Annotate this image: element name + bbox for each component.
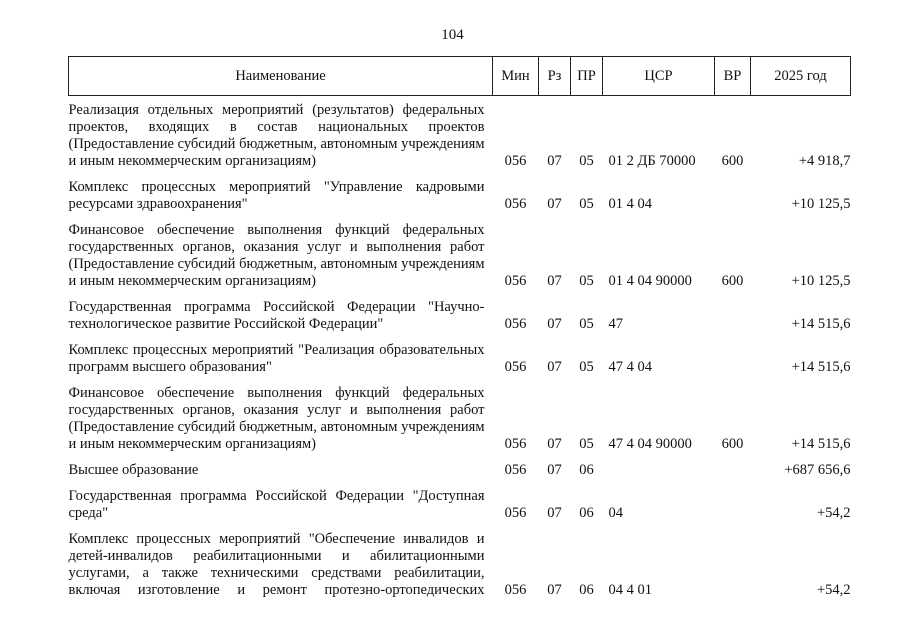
header-min: Мин (493, 57, 539, 96)
row-vr: 600 (721, 436, 744, 452)
table-row (69, 379, 851, 456)
row-min: 056 (504, 436, 527, 452)
header-rz: Рз (539, 57, 571, 96)
page-number: 104 (441, 27, 464, 43)
row-vr (715, 525, 751, 602)
table-row (69, 216, 851, 293)
row-vr (715, 293, 751, 336)
row-csr: 01 2 ДБ 70000 (608, 153, 696, 169)
row-amount: +4 918,7 (798, 153, 851, 169)
row-pr: 05 (579, 153, 594, 169)
row-vr (715, 173, 751, 216)
row-amount: +54,2 (816, 582, 851, 598)
row-csr: 47 4 04 90000 (608, 436, 692, 452)
row-min: 056 (504, 273, 527, 289)
row-name: Комплекс процессных мероприятий "Обеспечение инвалидов и детей-инвалидов реабилитационными и абилитационными услугами, а также техническими средствами реабилитации, включая изготовление и ремонт протезно-ортопедических (68, 531, 485, 598)
row-rz: 07 (547, 316, 562, 332)
row-name: Финансовое обеспечение выполнения функций федеральных государственных органов, оказания услуг и выполнения работ (Предоставление субсидий бюджетным, автономным учреждениям и иным некоммерческим организациям) (68, 385, 485, 452)
row-pr: 06 (579, 462, 594, 478)
row-amount: +687 656,6 (784, 462, 851, 478)
row-min: 056 (504, 462, 527, 478)
table-row (69, 293, 851, 336)
row-min: 056 (504, 196, 527, 212)
header-amount: 2025 год (751, 57, 851, 96)
row-csr (603, 456, 715, 482)
row-amount: +10 125,5 (791, 196, 851, 212)
row-vr (715, 456, 751, 482)
table-row (69, 525, 851, 602)
row-pr: 06 (579, 505, 594, 521)
row-name: Реализация отдельных мероприятий (результатов) федеральных проектов, входящих в состав национальных проектов (Предоставление субсидий бюджетным, автономным учреждениям и иным некоммерческим организациям) (68, 102, 485, 169)
row-rz: 07 (547, 582, 562, 598)
row-pr: 05 (579, 196, 594, 212)
row-name: Государственная программа Российской Федерации "Научно-технологическое развитие Российской Федерации" (68, 299, 485, 332)
row-vr: 600 (721, 273, 744, 289)
row-amount: +14 515,6 (791, 316, 851, 332)
row-pr: 05 (579, 436, 594, 452)
row-pr: 05 (579, 359, 594, 375)
header-name: Наименование (69, 57, 493, 96)
row-csr: 47 4 04 (608, 359, 652, 375)
row-rz: 07 (547, 153, 562, 169)
row-name: Комплекс процессных мероприятий "Реализация образовательных программ высшего образования" (68, 342, 485, 375)
row-amount: +54,2 (816, 505, 851, 521)
row-pr: 06 (579, 582, 594, 598)
header-pr: ПР (571, 57, 603, 96)
row-pr: 05 (579, 316, 594, 332)
row-rz: 07 (547, 196, 562, 212)
row-rz: 07 (547, 273, 562, 289)
table-header-row (69, 57, 851, 96)
row-csr: 01 4 04 90000 (608, 273, 692, 289)
row-min: 056 (504, 582, 527, 598)
table-row (69, 336, 851, 379)
row-vr: 600 (721, 153, 744, 169)
row-amount: +14 515,6 (791, 436, 851, 452)
row-vr (715, 336, 751, 379)
row-rz: 07 (547, 505, 562, 521)
row-amount: +10 125,5 (791, 273, 851, 289)
row-pr: 05 (579, 273, 594, 289)
row-name: Государственная программа Российской Федерации "Доступная среда" (68, 488, 485, 521)
row-csr: 47 (608, 316, 623, 332)
table-row (69, 173, 851, 216)
row-vr (715, 482, 751, 525)
row-min: 056 (504, 153, 527, 169)
row-min: 056 (504, 316, 527, 332)
row-rz: 07 (547, 359, 562, 375)
row-rz: 07 (547, 462, 562, 478)
row-rz: 07 (547, 436, 562, 452)
table-row (69, 482, 851, 525)
row-csr: 01 4 04 (608, 196, 652, 212)
header-csr: ЦСР (603, 57, 715, 96)
header-vr: ВР (715, 57, 751, 96)
budget-table (68, 56, 851, 602)
table-row (69, 456, 851, 482)
table-row (69, 96, 851, 174)
row-name: Высшее образование (68, 462, 199, 478)
row-name: Финансовое обеспечение выполнения функций федеральных государственных органов, оказания услуг и выполнения работ (Предоставление субсидий бюджетным, автономным учреждениям и иным некоммерческим организациям) (68, 222, 485, 289)
row-amount: +14 515,6 (791, 359, 851, 375)
row-name: Комплекс процессных мероприятий "Управление кадровыми ресурсами здравоохранения" (68, 179, 485, 212)
row-min: 056 (504, 359, 527, 375)
row-csr: 04 (608, 505, 623, 521)
row-csr: 04 4 01 (608, 582, 652, 598)
row-min: 056 (504, 505, 527, 521)
